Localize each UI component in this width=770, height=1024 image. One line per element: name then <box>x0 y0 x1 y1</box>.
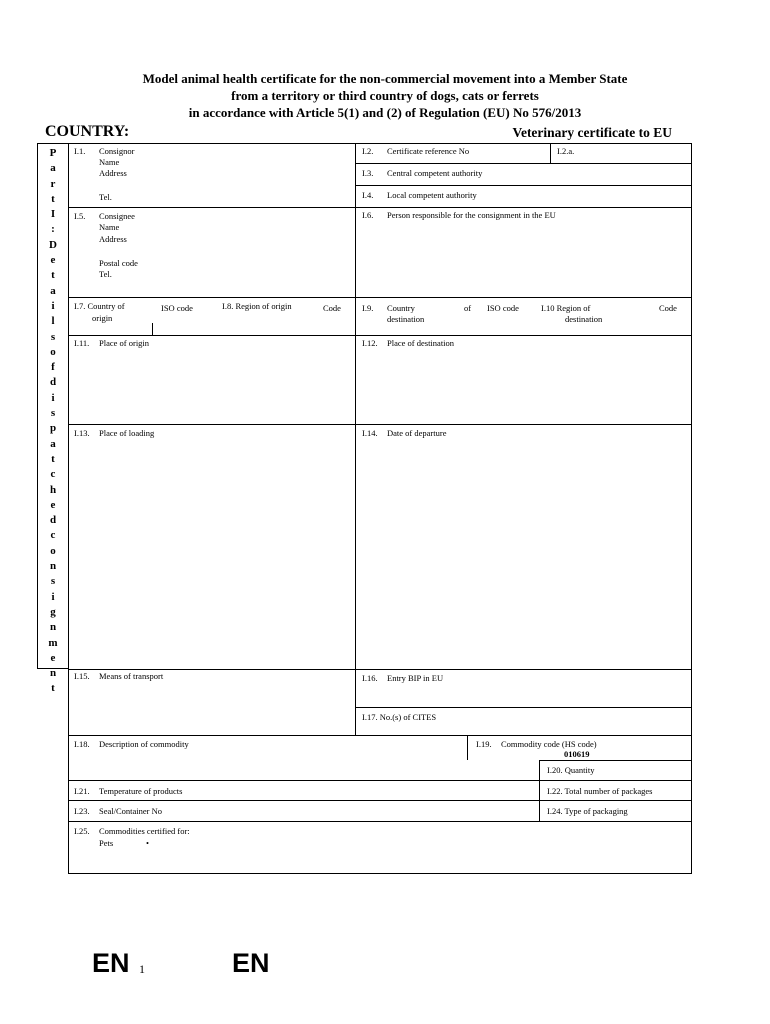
side-label-letter: h <box>49 483 57 496</box>
i3-central-authority-label: Central competent authority <box>387 168 483 178</box>
footer-language-right: EN <box>232 948 270 978</box>
side-label-letter: l <box>51 315 55 328</box>
i7-country-of-origin-label: I.7. Country of <box>74 301 125 311</box>
divider-right-column <box>539 760 540 821</box>
i9-destination-label: destination <box>387 314 425 324</box>
i10-region-label: I.10 Region of <box>541 303 591 313</box>
i22-total-packages-label: I.22. Total number of packages <box>547 786 653 796</box>
i25-bullet: • <box>146 838 149 848</box>
side-label-letter: s <box>50 407 56 420</box>
i2-certificate-reference-label: Certificate reference No <box>387 146 470 156</box>
side-label-letter: r <box>50 177 56 190</box>
i1-consignor-label: Consignor <box>99 146 135 156</box>
i24-type-of-packaging-label: I.24. Type of packaging <box>547 806 628 816</box>
i18-description-label: Description of commodity <box>99 739 189 749</box>
certificate-title <box>0 70 770 121</box>
i12-number: I.12. <box>362 338 378 348</box>
side-label-letter: D <box>49 238 57 251</box>
i16-number: I.16. <box>362 673 378 683</box>
divider-row-12 <box>68 800 692 801</box>
side-label-letter: g <box>50 605 56 618</box>
i9-number: I.9. <box>362 303 374 313</box>
side-label-letter: n <box>49 560 57 573</box>
i11-place-of-origin-label: Place of origin <box>99 338 150 348</box>
side-label-letter: i <box>51 590 55 603</box>
side-label-letter: e <box>50 498 56 511</box>
side-label-letter: f <box>51 361 55 374</box>
i14-number: I.14. <box>362 428 378 438</box>
side-label-letter: : <box>51 223 55 236</box>
i6-person-responsible-label: Person responsible for the consignment in the EU <box>387 210 556 220</box>
i1-number: I.1. <box>74 146 86 156</box>
divider-i2a <box>550 143 551 163</box>
side-label-letter: I <box>50 208 56 221</box>
title-line-3: in accordance with Article 5(1) and (2) of Regulation (EU) No 576/2013 <box>188 105 582 120</box>
i13-number: I.13. <box>74 428 90 438</box>
i9-iso-code-label: ISO code <box>487 303 519 313</box>
side-label-letter: d <box>49 514 57 527</box>
iso-tick <box>152 323 153 335</box>
side-label-letter: s <box>50 330 56 343</box>
i10-code-label: Code <box>659 303 677 313</box>
i2a-label: I.2.a. <box>557 146 575 156</box>
side-label-letter: p <box>49 422 57 435</box>
divider-row-1 <box>355 163 692 164</box>
divider-row-3 <box>68 207 692 208</box>
i19-number: I.19. <box>476 739 492 749</box>
divider-row-10 <box>539 760 692 761</box>
i5-postal-code-label: Postal code <box>99 258 138 268</box>
side-label-letter: o <box>50 544 56 557</box>
i4-local-authority-label: Local competent authority <box>387 190 477 200</box>
i18-number: I.18. <box>74 739 90 749</box>
i5-name-label: Name <box>99 222 120 232</box>
divider-row-5 <box>68 335 692 336</box>
divider-row-13 <box>68 821 692 822</box>
country-label: COUNTRY: <box>45 123 130 140</box>
side-label-letter: t <box>51 192 55 205</box>
divider-row-11 <box>68 780 692 781</box>
i5-address-label: Address <box>99 234 127 244</box>
title-line-2: from a territory or third country of dogs, cats or ferrets <box>231 88 539 103</box>
side-label-letter: a <box>50 162 56 175</box>
side-label-letter: P <box>49 147 57 159</box>
i3-number: I.3. <box>362 168 374 178</box>
i8-region-of-origin-label: I.8. Region of origin <box>222 301 292 311</box>
side-label-letter: c <box>50 529 56 542</box>
divider-row-6 <box>68 424 692 425</box>
i5-consignee-label: Consignee <box>99 211 135 221</box>
divider-row-7 <box>68 669 692 670</box>
i21-number: I.21. <box>74 786 90 796</box>
i7-origin-label: origin <box>92 313 113 323</box>
form-grid <box>68 143 692 874</box>
i25-number: I.25. <box>74 826 90 836</box>
i16-entry-bip-label: Entry BIP in EU <box>387 673 444 683</box>
side-label-letter: i <box>51 391 55 404</box>
side-label-letter: t <box>51 682 55 695</box>
i13-place-of-loading-label: Place of loading <box>99 428 155 438</box>
side-label-letter: t <box>51 269 55 282</box>
i19-commodity-code-value: 010619 <box>564 749 590 759</box>
side-label-letter: m <box>48 636 58 649</box>
i21-temperature-label: Temperature of products <box>99 786 183 796</box>
i17-cites-label: I.17. No.(s) of CITES <box>362 712 437 722</box>
i9-country-label: Country <box>387 303 415 313</box>
title-line-1: Model animal health certificate for the non-commercial movement into a Member State <box>142 71 628 86</box>
i5-number: I.5. <box>74 211 86 221</box>
part-one-side-label <box>37 143 68 695</box>
i4-number: I.4. <box>362 190 374 200</box>
i10-destination-label: destination <box>565 314 603 324</box>
i25-pets-label: Pets <box>99 838 114 848</box>
side-label-letter: e <box>50 254 56 267</box>
i23-seal-container-label: Seal/Container No <box>99 806 163 816</box>
i2-number: I.2. <box>362 146 374 156</box>
i9-of-label: of <box>464 303 472 313</box>
i14-date-of-departure-label: Date of departure <box>387 428 447 438</box>
i11-number: I.11. <box>74 338 90 348</box>
i25-commodities-certified-label: Commodities certified for: <box>99 826 190 836</box>
i12-place-of-destination-label: Place of destination <box>387 338 455 348</box>
side-label-letter: c <box>50 468 56 481</box>
footer-page-number: 1 <box>139 962 145 976</box>
side-label-letter: o <box>50 345 56 358</box>
i15-means-of-transport-label: Means of transport <box>99 671 164 681</box>
side-label-letter: d <box>49 376 57 389</box>
divider-row-9 <box>68 735 692 736</box>
i1-address-label: Address <box>99 168 127 178</box>
side-label-letter: t <box>51 452 55 465</box>
side-label-letter: n <box>49 621 57 634</box>
i1-name-label: Name <box>99 157 120 167</box>
divider-row-8 <box>355 707 692 708</box>
divider-i19 <box>467 735 468 760</box>
i8-code-label: Code <box>323 303 341 313</box>
footer-language-left: EN <box>92 948 130 978</box>
i19-commodity-code-label: Commodity code (HS code) <box>501 739 597 749</box>
center-divider <box>355 143 356 736</box>
veterinary-certificate-label: Veterinary certificate to EU <box>512 125 672 140</box>
side-label-letter: a <box>50 284 56 297</box>
side-label-letter: s <box>50 575 56 588</box>
side-label-letter: e <box>50 651 56 664</box>
side-label-letter: a <box>50 437 56 450</box>
i15-number: I.15. <box>74 671 90 681</box>
divider-row-4 <box>68 297 692 298</box>
side-label-letter: n <box>49 667 57 680</box>
i23-number: I.23. <box>74 806 90 816</box>
i1-tel-label: Tel. <box>99 192 112 202</box>
i6-number: I.6. <box>362 210 374 220</box>
divider-row-2 <box>355 185 692 186</box>
i7-iso-code-label: ISO code <box>161 303 193 313</box>
i20-quantity-label: I.20. Quantity <box>547 765 595 775</box>
side-label-letter: i <box>51 299 55 312</box>
i5-tel-label: Tel. <box>99 269 112 279</box>
